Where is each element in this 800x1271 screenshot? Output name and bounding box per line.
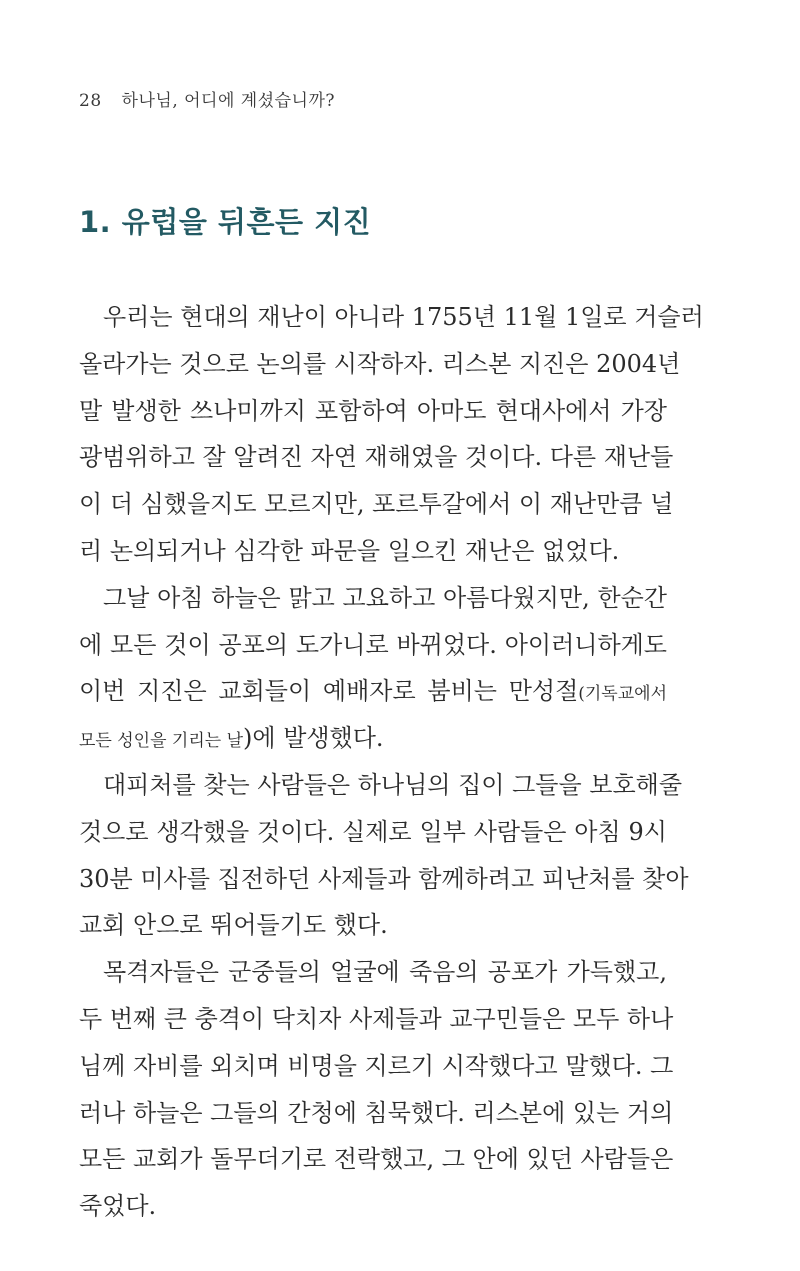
text-line: 광범위하고 잘 알려진 자연 재해였을 것이다. 다른 재난들 (79, 443, 674, 472)
paragraph-2 (79, 575, 667, 762)
text-line: 올라가는 것으로 논의를 시작하자. 리스본 지진은 2004년 (79, 349, 681, 378)
paragraph-3 (79, 762, 689, 949)
parenthetical-note: 모든 성인을 기리는 날 (79, 731, 244, 752)
text-line: 죽었다. (79, 1192, 157, 1221)
paragraph-1 (79, 294, 704, 575)
text-line: 두 번째 큰 충격이 닥치자 사제들과 교구민들은 모두 하나 (79, 1004, 674, 1033)
text-line: 말 발생한 쓰나미까지 포함하여 아마도 현대사에서 가장 (79, 396, 667, 425)
text-line: 모든 교회가 돌무더기로 전락했고, 그 안에 있던 사람들은 (79, 1145, 674, 1174)
page-number: 28 (79, 91, 102, 111)
text-segment: )에 발생했다. (243, 724, 384, 753)
section-title: 1. 유럽을 뒤흔든 지진 (79, 205, 372, 239)
text-line: 교회 안으로 뛰어들기도 했다. (79, 911, 388, 940)
text-line: 러나 하늘은 그들의 간청에 침묵했다. 리스본에 있는 거의 (79, 1098, 674, 1127)
text-line: 목격자들은 군중들의 얼굴에 죽음의 공포가 가득했고, (103, 958, 667, 987)
text-line: 대피처를 찾는 사람들은 하나님의 집이 그들을 보호해줄 (103, 770, 683, 799)
text-line (79, 715, 667, 762)
text-line: 것으로 생각했을 것이다. 실제로 일부 사람들은 아침 9시 (79, 817, 667, 846)
text-line: 에 모든 것이 공포의 도가니로 바뀌었다. 아이러니하게도 (79, 630, 667, 659)
text-line: 리 논의되거나 심각한 파문을 일으킨 재난은 없었다. (79, 536, 620, 565)
parenthetical-note: (기독교에서 (578, 684, 667, 705)
paragraph-4 (79, 949, 674, 1230)
text-line: 30분 미사를 집전하던 사제들과 함께하려고 피난처를 찾아 (79, 864, 689, 893)
text-line: 님께 자비를 외치며 비명을 지르기 시작했다고 말했다. 그 (79, 1051, 674, 1080)
text-line: 우리는 현대의 재난이 아니라 1755년 11월 1일로 거슬러 (103, 303, 704, 331)
book-title: 하나님, 어디에 계셨습니까? (121, 91, 336, 111)
text-line: 그날 아침 하늘은 맑고 고요하고 아름다웠지만, 한순간 (103, 583, 667, 612)
running-header (79, 86, 335, 111)
body-text (79, 294, 704, 1230)
text-segment: 이번 지진은 교회들이 예배자로 붐비는 만성절 (79, 677, 579, 706)
text-line (79, 668, 667, 715)
text-line: 이 더 심했을지도 모르지만, 포르투갈에서 이 재난만큼 널 (79, 490, 674, 519)
